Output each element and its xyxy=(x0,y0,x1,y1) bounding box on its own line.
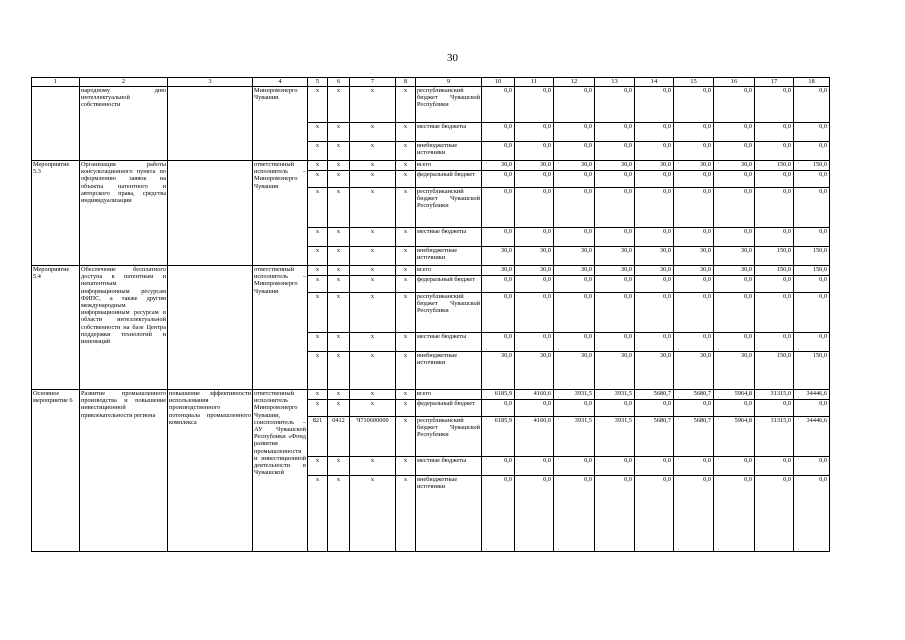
column-number-8: 8 xyxy=(396,78,416,87)
amount-cell: 0,0 xyxy=(755,400,794,417)
amount-cell: 0,0 xyxy=(554,276,595,293)
grbs-cell: x xyxy=(308,188,328,228)
amount-cell: 0,0 xyxy=(482,476,515,552)
header-row xyxy=(32,78,830,87)
amount-cell: 30,0 xyxy=(635,266,674,276)
amount-cell: 30,0 xyxy=(714,161,755,171)
expense-group-cell: x xyxy=(396,476,416,552)
amount-cell: 0,0 xyxy=(674,123,714,142)
section-cell: x xyxy=(328,171,350,188)
amount-cell: 0,0 xyxy=(755,457,794,476)
amount-cell: 30,0 xyxy=(515,266,554,276)
target-article-cell: x xyxy=(350,293,396,333)
funding-source-cell: местные бюджеты xyxy=(416,123,482,142)
amount-cell: 0,0 xyxy=(635,457,674,476)
amount-cell: 0,0 xyxy=(554,171,595,188)
amount-cell: 0,0 xyxy=(794,228,830,247)
amount-cell: 0,0 xyxy=(515,142,554,161)
column-number-5: 5 xyxy=(308,78,328,87)
expense-group-cell: x xyxy=(396,123,416,142)
amount-cell: 0,0 xyxy=(714,333,755,352)
funding-source-cell: местные бюджеты xyxy=(416,457,482,476)
amount-cell: 0,0 xyxy=(674,333,714,352)
amount-cell: 0,0 xyxy=(635,476,674,552)
section-cell: x xyxy=(328,161,350,171)
section-cell: x xyxy=(328,87,350,123)
grbs-cell: x xyxy=(308,352,328,390)
amount-cell: 31315,0 xyxy=(755,417,794,457)
column-number-2: 2 xyxy=(80,78,168,87)
grbs-cell: x xyxy=(308,276,328,293)
amount-cell: 30,0 xyxy=(554,161,595,171)
target-article-cell: x xyxy=(350,142,396,161)
amount-cell: 0,0 xyxy=(714,476,755,552)
amount-cell: 0,0 xyxy=(554,457,595,476)
amount-cell: 5680,7 xyxy=(674,417,714,457)
amount-cell: 0,0 xyxy=(595,188,635,228)
table-row xyxy=(32,390,830,400)
column-number-3: 3 xyxy=(168,78,253,87)
section-cell: x xyxy=(328,352,350,390)
amount-cell: 0,0 xyxy=(635,276,674,293)
funding-source-cell: всего xyxy=(416,161,482,171)
amount-cell: 0,0 xyxy=(635,293,674,333)
amount-cell: 6185,9 xyxy=(482,417,515,457)
column-number-9: 9 xyxy=(416,78,482,87)
column-number-14: 14 xyxy=(635,78,674,87)
amount-cell: 0,0 xyxy=(794,457,830,476)
amount-cell: 30,0 xyxy=(674,161,714,171)
section-cell: x xyxy=(328,266,350,276)
amount-cell: 30,0 xyxy=(714,247,755,266)
amount-cell: 0,0 xyxy=(595,228,635,247)
target-article-cell: x xyxy=(350,400,396,417)
target-article-cell: x xyxy=(350,476,396,552)
section-cell: x xyxy=(328,123,350,142)
amount-cell: 0,0 xyxy=(515,293,554,333)
amount-cell: 0,0 xyxy=(674,228,714,247)
amount-cell: 0,0 xyxy=(595,142,635,161)
amount-cell: 150,0 xyxy=(755,247,794,266)
amount-cell: 0,0 xyxy=(674,171,714,188)
item-code-cell: Мероприятие 5.3 xyxy=(32,161,80,266)
amount-cell: 150,0 xyxy=(794,247,830,266)
amount-cell: 0,0 xyxy=(554,123,595,142)
amount-cell: 0,0 xyxy=(482,142,515,161)
amount-cell: 0,0 xyxy=(482,123,515,142)
expense-group-cell: x xyxy=(396,266,416,276)
amount-cell: 0,0 xyxy=(554,228,595,247)
amount-cell: 0,0 xyxy=(515,228,554,247)
amount-cell: 5680,7 xyxy=(635,390,674,400)
amount-cell: 0,0 xyxy=(674,293,714,333)
amount-cell: 0,0 xyxy=(595,293,635,333)
grbs-cell: x xyxy=(308,123,328,142)
amount-cell: 5964,8 xyxy=(714,390,755,400)
amount-cell: 0,0 xyxy=(515,87,554,123)
expense-group-cell: x xyxy=(396,293,416,333)
amount-cell: 0,0 xyxy=(714,228,755,247)
amount-cell: 0,0 xyxy=(714,87,755,123)
expense-group-cell: x xyxy=(396,247,416,266)
amount-cell: 0,0 xyxy=(755,333,794,352)
funding-source-cell: внебюджетные источники xyxy=(416,352,482,390)
amount-cell: 30,0 xyxy=(515,161,554,171)
target-article-cell: Ч710600000 xyxy=(350,417,396,457)
funding-source-cell: всего xyxy=(416,266,482,276)
goal-cell xyxy=(168,161,253,266)
expense-group-cell: x xyxy=(396,171,416,188)
page-number: 30 xyxy=(447,52,458,64)
amount-cell: 0,0 xyxy=(794,476,830,552)
amount-cell: 30,0 xyxy=(515,352,554,390)
amount-cell: 0,0 xyxy=(714,293,755,333)
item-code-cell xyxy=(32,87,80,161)
amount-cell: 0,0 xyxy=(755,276,794,293)
amount-cell: 31315,0 xyxy=(755,390,794,400)
funding-source-cell: республиканский бюджет Чувашской Республики xyxy=(416,417,482,457)
column-number-12: 12 xyxy=(554,78,595,87)
amount-cell: 0,0 xyxy=(595,400,635,417)
section-cell: x xyxy=(328,247,350,266)
section-cell: x xyxy=(328,333,350,352)
table-row xyxy=(32,87,830,123)
amount-cell: 30,0 xyxy=(515,247,554,266)
grbs-cell: 821 xyxy=(308,417,328,457)
section-cell: 0412 xyxy=(328,417,350,457)
grbs-cell: x xyxy=(308,228,328,247)
amount-cell: 0,0 xyxy=(515,457,554,476)
expense-group-cell: x xyxy=(396,142,416,161)
column-number-7: 7 xyxy=(350,78,396,87)
funding-source-cell: федеральный бюджет xyxy=(416,171,482,188)
table-row xyxy=(32,161,830,171)
grbs-cell: x xyxy=(308,142,328,161)
column-number-13: 13 xyxy=(595,78,635,87)
amount-cell: 0,0 xyxy=(515,188,554,228)
amount-cell: 150,0 xyxy=(794,266,830,276)
amount-cell: 0,0 xyxy=(635,123,674,142)
amount-cell: 0,0 xyxy=(595,476,635,552)
amount-cell: 0,0 xyxy=(515,476,554,552)
amount-cell: 0,0 xyxy=(755,188,794,228)
amount-cell: 0,0 xyxy=(554,87,595,123)
grbs-cell: x xyxy=(308,476,328,552)
amount-cell: 0,0 xyxy=(482,171,515,188)
target-article-cell: x xyxy=(350,390,396,400)
amount-cell: 0,0 xyxy=(714,188,755,228)
amount-cell: 0,0 xyxy=(595,171,635,188)
expense-group-cell: x xyxy=(396,276,416,293)
amount-cell: 30,0 xyxy=(635,247,674,266)
amount-cell: 0,0 xyxy=(794,171,830,188)
amount-cell: 150,0 xyxy=(794,161,830,171)
grbs-cell: x xyxy=(308,333,328,352)
amount-cell: 30,0 xyxy=(482,161,515,171)
amount-cell: 0,0 xyxy=(515,123,554,142)
amount-cell: 0,0 xyxy=(482,400,515,417)
amount-cell: 0,0 xyxy=(674,188,714,228)
target-article-cell: x xyxy=(350,457,396,476)
amount-cell: 0,0 xyxy=(755,228,794,247)
amount-cell: 0,0 xyxy=(755,476,794,552)
amount-cell: 30,0 xyxy=(674,247,714,266)
amount-cell: 150,0 xyxy=(755,266,794,276)
item-name-cell: народному дню интеллектуальной собственности xyxy=(80,87,168,161)
amount-cell: 0,0 xyxy=(714,276,755,293)
grbs-cell: x xyxy=(308,400,328,417)
amount-cell: 0,0 xyxy=(674,400,714,417)
expense-group-cell: x xyxy=(396,333,416,352)
amount-cell: 0,0 xyxy=(755,171,794,188)
funding-source-cell: всего xyxy=(416,390,482,400)
amount-cell: 30,0 xyxy=(554,247,595,266)
amount-cell: 0,0 xyxy=(515,333,554,352)
amount-cell: 0,0 xyxy=(635,142,674,161)
amount-cell: 30,0 xyxy=(635,161,674,171)
grbs-cell: x xyxy=(308,390,328,400)
amount-cell: 0,0 xyxy=(595,123,635,142)
grbs-cell: x xyxy=(308,247,328,266)
amount-cell: 30,0 xyxy=(595,266,635,276)
amount-cell: 0,0 xyxy=(714,142,755,161)
amount-cell: 0,0 xyxy=(482,457,515,476)
amount-cell: 5680,7 xyxy=(635,417,674,457)
amount-cell: 30,0 xyxy=(554,352,595,390)
target-article-cell: x xyxy=(350,266,396,276)
funding-source-cell: внебюджетные источники xyxy=(416,476,482,552)
section-cell: x xyxy=(328,188,350,228)
amount-cell: 0,0 xyxy=(755,123,794,142)
expense-group-cell: x xyxy=(396,390,416,400)
amount-cell: 3931,5 xyxy=(595,390,635,400)
executor-cell: Минпромэнерго Чувашии xyxy=(253,87,308,161)
amount-cell: 0,0 xyxy=(554,476,595,552)
amount-cell: 0,0 xyxy=(674,457,714,476)
amount-cell: 0,0 xyxy=(595,333,635,352)
amount-cell: 0,0 xyxy=(714,457,755,476)
target-article-cell: x xyxy=(350,188,396,228)
grbs-cell: x xyxy=(308,266,328,276)
executor-cell: ответственный исполнитель Минпромэнерго Чувашии, соисполнитель – АУ Чувашской Республики «Фонд развития промышленности и инвестиционной деятельности в Чувашской xyxy=(253,390,308,552)
amount-cell: 30,0 xyxy=(674,352,714,390)
amount-cell: 150,0 xyxy=(755,161,794,171)
column-number-6: 6 xyxy=(328,78,350,87)
amount-cell: 30,0 xyxy=(714,266,755,276)
amount-cell: 0,0 xyxy=(482,228,515,247)
expense-group-cell: x xyxy=(396,457,416,476)
funding-source-cell: внебюджетные источники xyxy=(416,142,482,161)
target-article-cell: x xyxy=(350,276,396,293)
amount-cell: 0,0 xyxy=(635,333,674,352)
amount-cell: 3931,5 xyxy=(554,417,595,457)
column-number-4: 4 xyxy=(253,78,308,87)
amount-cell: 0,0 xyxy=(794,293,830,333)
target-article-cell: x xyxy=(350,333,396,352)
column-number-10: 10 xyxy=(482,78,515,87)
table-row xyxy=(32,266,830,276)
item-code-cell: Мероприятие 5.4 xyxy=(32,266,80,390)
amount-cell: 0,0 xyxy=(794,142,830,161)
target-article-cell: x xyxy=(350,171,396,188)
amount-cell: 3931,5 xyxy=(595,417,635,457)
funding-source-cell: местные бюджеты xyxy=(416,333,482,352)
amount-cell: 3931,5 xyxy=(554,390,595,400)
expense-group-cell: x xyxy=(396,228,416,247)
expense-group-cell: x xyxy=(396,87,416,123)
funding-source-cell: республиканский бюджет Чувашской Республики xyxy=(416,293,482,333)
amount-cell: 0,0 xyxy=(674,142,714,161)
funding-source-cell: внебюджетные источники xyxy=(416,247,482,266)
amount-cell: 30,0 xyxy=(635,352,674,390)
amount-cell: 0,0 xyxy=(595,276,635,293)
amount-cell: 30,0 xyxy=(482,247,515,266)
amount-cell: 0,0 xyxy=(554,142,595,161)
section-cell: x xyxy=(328,293,350,333)
section-cell: x xyxy=(328,457,350,476)
funding-source-cell: республиканский бюджет Чувашской Республики xyxy=(416,87,482,123)
item-name-cell: Развитие промышленного производства и повышение инвестиционной привлекательности региона xyxy=(80,390,168,552)
amount-cell: 0,0 xyxy=(482,276,515,293)
target-article-cell: x xyxy=(350,352,396,390)
amount-cell: 30,0 xyxy=(482,266,515,276)
amount-cell: 0,0 xyxy=(635,87,674,123)
funding-source-cell: федеральный бюджет xyxy=(416,276,482,293)
amount-cell: 0,0 xyxy=(794,333,830,352)
amount-cell: 0,0 xyxy=(714,400,755,417)
amount-cell: 0,0 xyxy=(674,87,714,123)
expense-group-cell: x xyxy=(396,188,416,228)
amount-cell: 30,0 xyxy=(482,352,515,390)
amount-cell: 0,0 xyxy=(482,333,515,352)
amount-cell: 0,0 xyxy=(635,400,674,417)
executor-cell: ответственный исполнитель – Минпромэнерго Чувашии xyxy=(253,266,308,390)
item-code-cell: Основное мероприятие 6 xyxy=(32,390,80,552)
amount-cell: 0,0 xyxy=(674,476,714,552)
funding-source-cell: федеральный бюджет xyxy=(416,400,482,417)
amount-cell: 0,0 xyxy=(635,188,674,228)
amount-cell: 150,0 xyxy=(755,352,794,390)
amount-cell: 30,0 xyxy=(714,352,755,390)
amount-cell: 0,0 xyxy=(515,171,554,188)
item-name-cell: Организация работы консультационного пункта по оформлению заявок на объекты патентного и авторского права, средства индивидуализации xyxy=(80,161,168,266)
funding-source-cell: местные бюджеты xyxy=(416,228,482,247)
target-article-cell: x xyxy=(350,87,396,123)
column-number-15: 15 xyxy=(674,78,714,87)
column-number-17: 17 xyxy=(755,78,794,87)
section-cell: x xyxy=(328,476,350,552)
amount-cell: 30,0 xyxy=(674,266,714,276)
target-article-cell: x xyxy=(350,247,396,266)
amount-cell: 0,0 xyxy=(794,400,830,417)
column-number-11: 11 xyxy=(515,78,554,87)
amount-cell: 0,0 xyxy=(794,87,830,123)
goal-cell xyxy=(168,87,253,161)
amount-cell: 6185,9 xyxy=(482,390,515,400)
grbs-cell: x xyxy=(308,171,328,188)
amount-cell: 5680,7 xyxy=(674,390,714,400)
section-cell: x xyxy=(328,390,350,400)
expense-group-cell: x xyxy=(396,352,416,390)
goal-cell: повышение эффективности использования производственного потенциала промышленного комплекса xyxy=(168,390,253,552)
amount-cell: 0,0 xyxy=(595,87,635,123)
amount-cell: 0,0 xyxy=(755,293,794,333)
column-number-18: 18 xyxy=(794,78,830,87)
amount-cell: 0,0 xyxy=(635,171,674,188)
expense-group-cell: x xyxy=(396,400,416,417)
amount-cell: 0,0 xyxy=(755,87,794,123)
amount-cell: 30,0 xyxy=(554,266,595,276)
amount-cell: 0,0 xyxy=(554,293,595,333)
amount-cell: 0,0 xyxy=(482,87,515,123)
grbs-cell: x xyxy=(308,161,328,171)
amount-cell: 0,0 xyxy=(714,171,755,188)
section-cell: x xyxy=(328,142,350,161)
amount-cell: 30,0 xyxy=(595,247,635,266)
item-name-cell: Обеспечение бесплатного доступа к патентным и непатентным информационным ресурсам ФИПС, а также другим международным информационным ресурсам в области интеллектуальной собственности на базе Центра поддержки технологий и инноваций xyxy=(80,266,168,390)
amount-cell: 0,0 xyxy=(794,188,830,228)
amount-cell: 150,0 xyxy=(794,352,830,390)
expense-group-cell: x xyxy=(396,161,416,171)
amount-cell: 0,0 xyxy=(554,333,595,352)
amount-cell: 0,0 xyxy=(595,457,635,476)
grbs-cell: x xyxy=(308,87,328,123)
section-cell: x xyxy=(328,228,350,247)
section-cell: x xyxy=(328,400,350,417)
amount-cell: 5964,8 xyxy=(714,417,755,457)
target-article-cell: x xyxy=(350,123,396,142)
amount-cell: 0,0 xyxy=(482,188,515,228)
amount-cell: 0,0 xyxy=(482,293,515,333)
executor-cell: ответственный исполнитель – Минпромэнерго Чувашии xyxy=(253,161,308,266)
amount-cell: 0,0 xyxy=(755,142,794,161)
amount-cell: 30,0 xyxy=(595,161,635,171)
budget-table xyxy=(31,77,830,552)
amount-cell: 0,0 xyxy=(794,123,830,142)
section-cell: x xyxy=(328,276,350,293)
amount-cell: 0,0 xyxy=(674,276,714,293)
amount-cell: 4160,6 xyxy=(515,417,554,457)
column-number-1: 1 xyxy=(32,78,80,87)
amount-cell: 30,0 xyxy=(595,352,635,390)
grbs-cell: x xyxy=(308,293,328,333)
amount-cell: 34446,6 xyxy=(794,417,830,457)
amount-cell: 0,0 xyxy=(554,188,595,228)
amount-cell: 34446,6 xyxy=(794,390,830,400)
grbs-cell: x xyxy=(308,457,328,476)
table-body xyxy=(32,78,830,552)
column-number-16: 16 xyxy=(714,78,755,87)
amount-cell: 0,0 xyxy=(635,228,674,247)
amount-cell: 0,0 xyxy=(554,400,595,417)
amount-cell: 4160,6 xyxy=(515,390,554,400)
amount-cell: 0,0 xyxy=(794,276,830,293)
amount-cell: 0,0 xyxy=(515,276,554,293)
amount-cell: 0,0 xyxy=(714,123,755,142)
funding-source-cell: республиканский бюджет Чувашской Республики xyxy=(416,188,482,228)
target-article-cell: x xyxy=(350,228,396,247)
target-article-cell: x xyxy=(350,161,396,171)
amount-cell: 0,0 xyxy=(515,400,554,417)
goal-cell xyxy=(168,266,253,390)
expense-group-cell: x xyxy=(396,417,416,457)
